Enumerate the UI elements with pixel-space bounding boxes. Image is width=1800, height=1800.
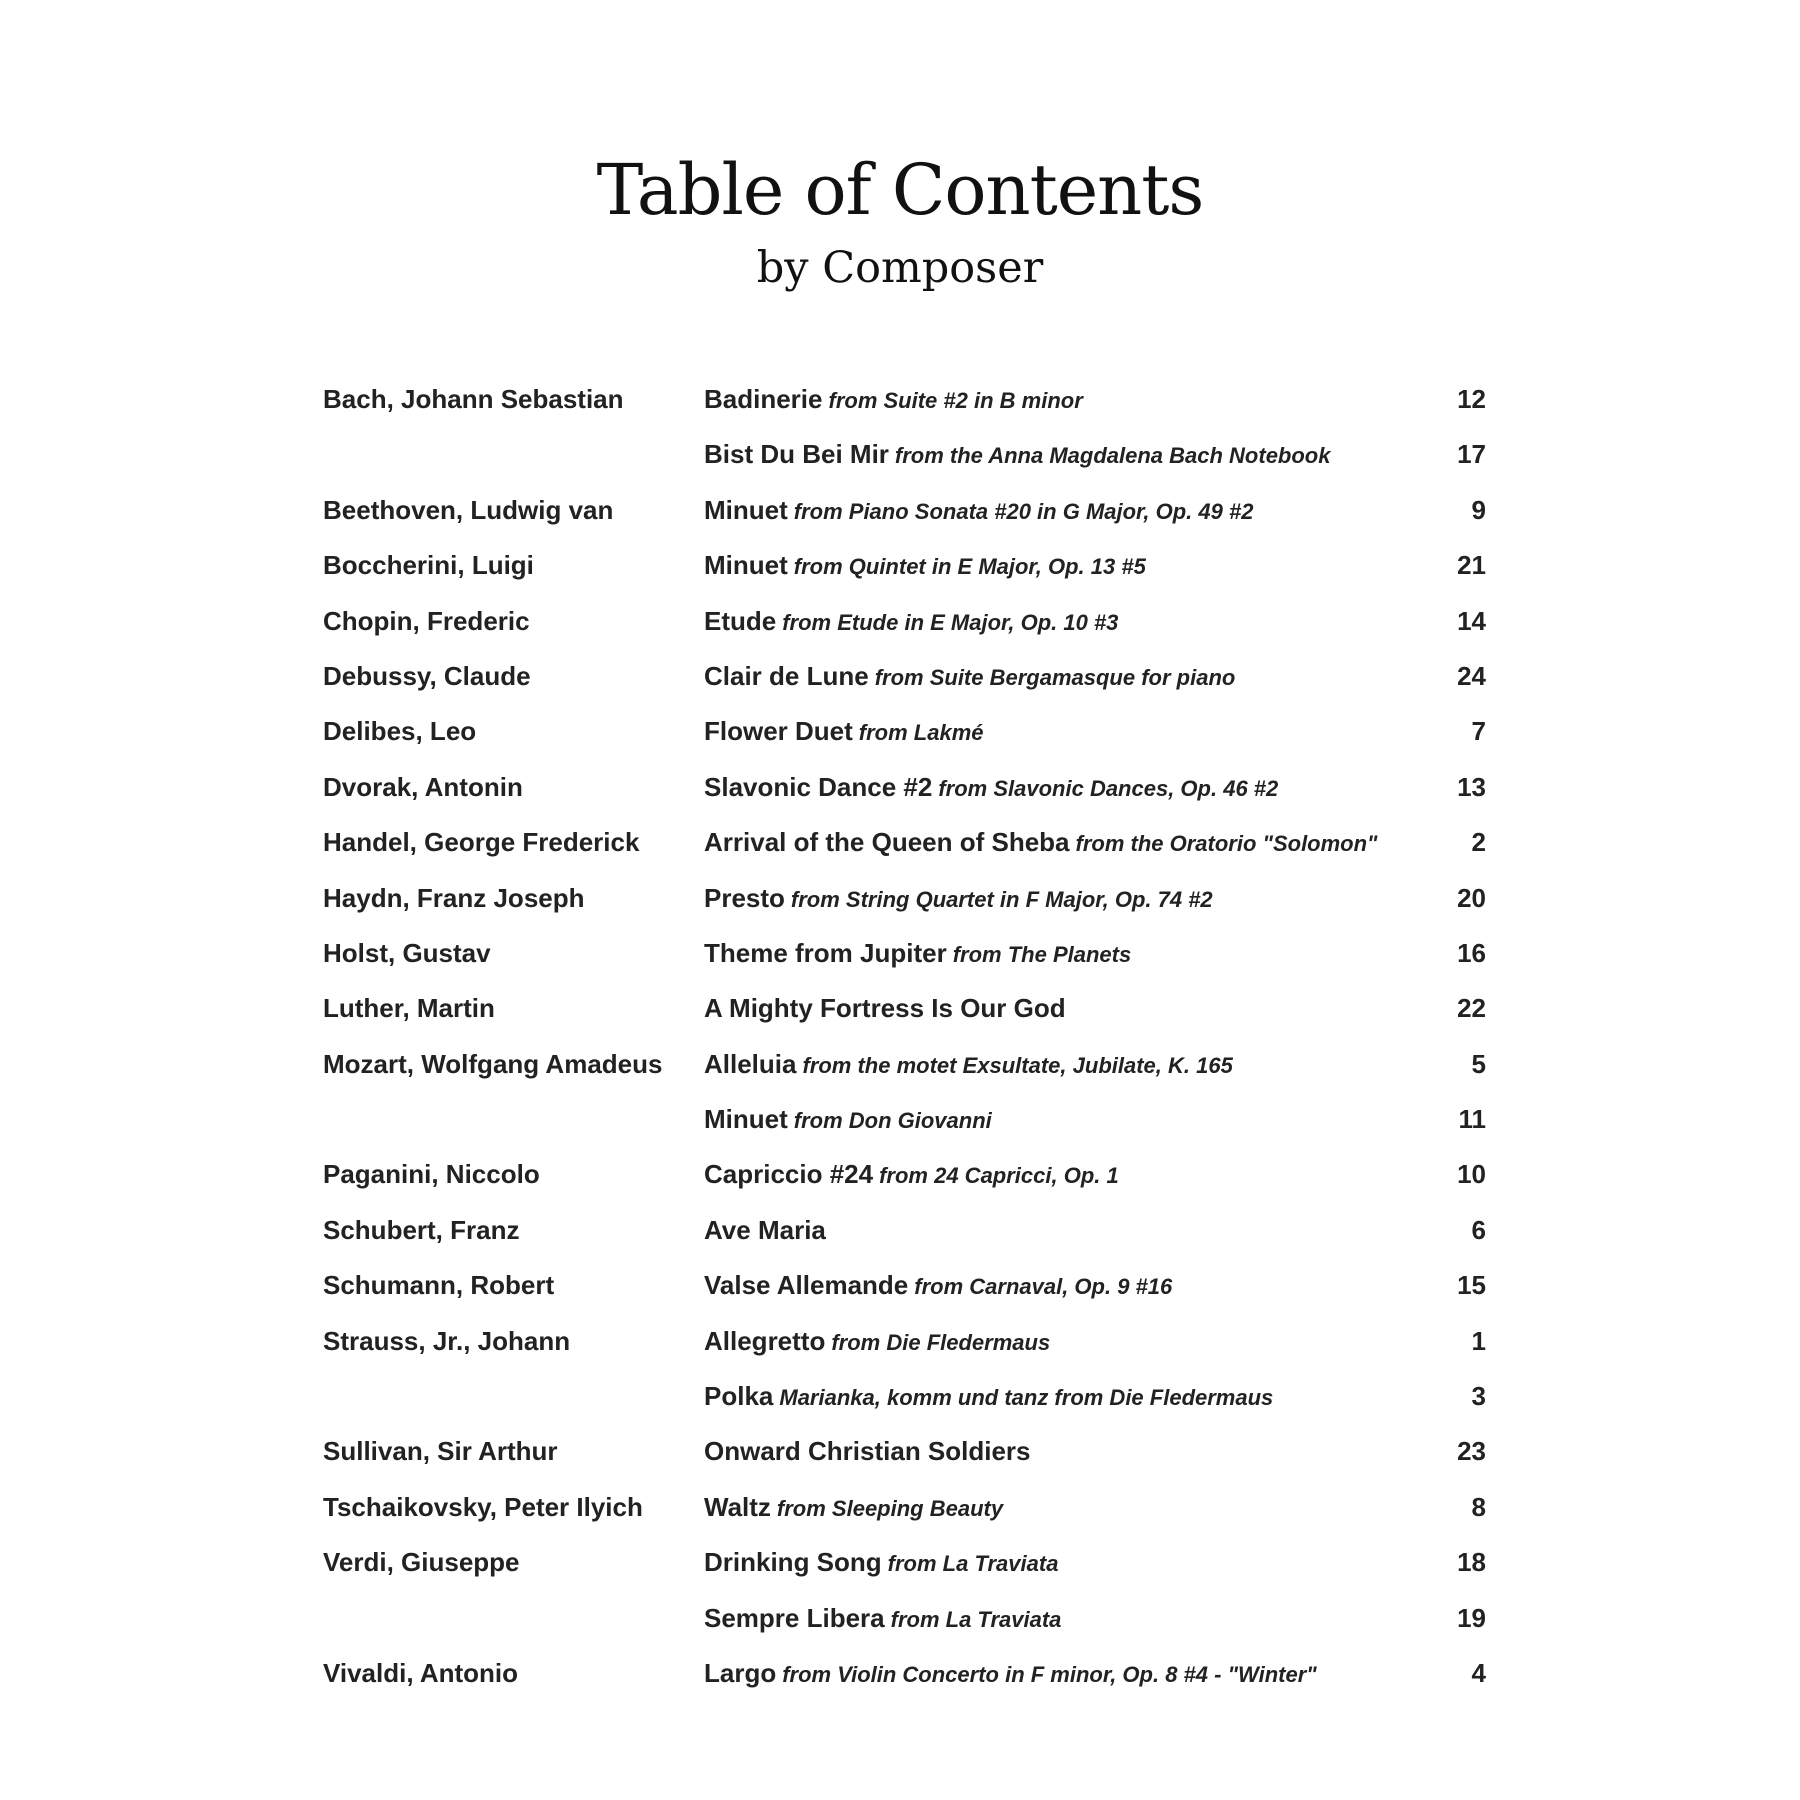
piece-source: from String Quartet in F Major, Op. 74 #2 xyxy=(790,886,1213,912)
toc-entry xyxy=(323,1430,1486,1485)
composer-name: Debussy, Claude xyxy=(323,660,531,691)
page-number: 13 xyxy=(1457,771,1486,802)
toc-entry xyxy=(323,1153,1486,1208)
table-of-contents xyxy=(323,378,1486,1707)
page-title: Table of Contents xyxy=(596,149,1204,231)
piece xyxy=(704,433,1331,477)
page-number: 22 xyxy=(1457,993,1486,1024)
toc-entry xyxy=(323,378,1486,433)
piece-title: A Mighty Fortress Is Our God xyxy=(704,993,1066,1024)
piece-title: Ave Maria xyxy=(704,1214,826,1245)
piece xyxy=(704,1597,1061,1641)
page-number: 11 xyxy=(1458,1104,1486,1135)
piece-title: Minuet xyxy=(704,494,788,525)
piece-source: from The Planets xyxy=(952,941,1132,967)
composer-name: Beethoven, Ludwig van xyxy=(323,494,614,525)
toc-entry xyxy=(323,1597,1486,1652)
page-number: 19 xyxy=(1457,1602,1486,1633)
piece-source: from Slavonic Dances, Op. 46 #2 xyxy=(938,775,1279,801)
piece xyxy=(704,1098,992,1142)
page-number: 15 xyxy=(1457,1270,1486,1301)
page-number: 14 xyxy=(1457,605,1486,636)
piece-title: Bist Du Bei Mir xyxy=(704,439,889,470)
toc-entry xyxy=(323,932,1486,987)
page-number: 24 xyxy=(1457,660,1486,691)
composer-name: Boccherini, Luigi xyxy=(323,550,534,581)
composer-name: Sullivan, Sir Arthur xyxy=(323,1436,558,1467)
piece-title: Badinerie xyxy=(704,384,823,414)
page-number: 2 xyxy=(1471,827,1486,858)
piece-title: Minuet xyxy=(704,1104,788,1135)
page-number: 4 xyxy=(1471,1657,1486,1688)
composer-name: Schubert, Franz xyxy=(323,1214,520,1245)
piece-title: Alleluia xyxy=(704,1048,797,1079)
piece xyxy=(704,710,984,754)
piece-title: Theme from Jupiter xyxy=(704,937,947,968)
composer-name: Tschaikovsky, Peter Ilyich xyxy=(323,1491,643,1522)
page-number: 21 xyxy=(1457,550,1486,581)
toc-entry xyxy=(323,1264,1486,1319)
toc-entry xyxy=(323,821,1486,876)
piece xyxy=(704,1264,1172,1308)
piece-source: from Don Giovanni xyxy=(793,1108,992,1134)
piece-source: from Violin Concerto in F minor, Op. 8 #4 - "Winter" xyxy=(782,1661,1317,1687)
piece-title: Presto xyxy=(704,882,785,913)
piece-source: from Piano Sonata #20 in G Major, Op. 49 #2 xyxy=(793,498,1254,524)
piece-title: Sempre Libera xyxy=(704,1602,885,1633)
piece-title: Etude xyxy=(704,605,777,636)
piece xyxy=(704,1209,826,1251)
piece xyxy=(704,766,1278,810)
page-number: 20 xyxy=(1457,882,1486,913)
piece-title: Slavonic Dance #2 xyxy=(704,771,933,802)
piece-source: Marianka, komm und tanz from Die Fledermaus xyxy=(779,1385,1274,1411)
page-number: 1 xyxy=(1471,1325,1486,1356)
composer-name: Paganini, Niccolo xyxy=(323,1159,540,1190)
piece xyxy=(704,544,1146,588)
toc-entry xyxy=(323,1652,1486,1707)
toc-entry xyxy=(323,1486,1486,1541)
toc-entry xyxy=(323,1320,1486,1375)
composer-name: Haydn, Franz Joseph xyxy=(323,882,585,913)
toc-entry xyxy=(323,600,1486,655)
piece-source: from the Anna Magdalena Bach Notebook xyxy=(894,443,1331,469)
piece xyxy=(704,1320,1050,1364)
piece-source: from La Traviata xyxy=(887,1551,1059,1577)
piece-title: Polka xyxy=(704,1381,774,1412)
piece-source: from Carnaval, Op. 9 #16 xyxy=(914,1274,1173,1300)
toc-entry xyxy=(323,1098,1486,1153)
piece-source: from Die Fledermaus xyxy=(831,1329,1051,1355)
piece xyxy=(704,932,1131,976)
page-number: 8 xyxy=(1471,1491,1486,1522)
page-number: 23 xyxy=(1457,1436,1486,1467)
piece-title: Valse Allemande xyxy=(704,1270,909,1301)
piece-source: from Suite #2 in B minor xyxy=(828,388,1083,413)
composer-name: Delibes, Leo xyxy=(323,716,477,747)
piece-source: from La Traviata xyxy=(890,1606,1062,1632)
page-number: 12 xyxy=(1457,384,1486,414)
composer-name: Mozart, Wolfgang Amadeus xyxy=(323,1048,663,1079)
piece-title: Arrival of the Queen of Sheba xyxy=(704,827,1070,858)
page-subtitle: by Composer xyxy=(756,243,1044,293)
piece xyxy=(704,1541,1058,1585)
piece xyxy=(704,1652,1317,1696)
piece-title: Minuet xyxy=(704,550,788,581)
page-number: 17 xyxy=(1457,439,1486,470)
piece-title: Capriccio #24 xyxy=(704,1159,874,1190)
piece-source: from Quintet in E Major, Op. 13 #5 xyxy=(793,554,1146,580)
piece xyxy=(704,1486,1003,1530)
toc-entry xyxy=(323,877,1486,932)
piece xyxy=(704,1153,1119,1197)
toc-entry xyxy=(323,1043,1486,1098)
piece-title: Flower Duet xyxy=(704,716,853,747)
toc-entry xyxy=(323,987,1486,1042)
piece-source: from Suite Bergamasque for piano xyxy=(874,664,1236,690)
composer-name: Strauss, Jr., Johann xyxy=(323,1325,571,1356)
page-number: 7 xyxy=(1471,716,1486,747)
page-number: 5 xyxy=(1471,1048,1486,1079)
piece xyxy=(704,1043,1233,1087)
piece-source: from 24 Capricci, Op. 1 xyxy=(879,1163,1119,1189)
composer-name: Verdi, Giuseppe xyxy=(323,1547,520,1578)
piece-source: from Etude in E Major, Op. 10 #3 xyxy=(782,609,1119,635)
piece xyxy=(704,1430,1031,1472)
composer-name: Bach, Johann Sebastian xyxy=(323,384,624,414)
composer-name: Vivaldi, Antonio xyxy=(323,1657,519,1688)
piece-title: Waltz xyxy=(704,1491,771,1522)
toc-entry xyxy=(323,1541,1486,1596)
piece xyxy=(704,378,1083,422)
toc-entry xyxy=(323,433,1486,488)
piece xyxy=(704,877,1213,921)
page-number: 16 xyxy=(1457,937,1486,968)
piece xyxy=(704,1375,1273,1419)
page-number: 3 xyxy=(1471,1381,1486,1412)
composer-name: Dvorak, Antonin xyxy=(323,771,523,802)
piece xyxy=(704,655,1235,699)
piece-source: from Sleeping Beauty xyxy=(776,1495,1004,1521)
page-number: 9 xyxy=(1471,494,1486,525)
piece xyxy=(704,489,1253,533)
piece xyxy=(704,987,1066,1029)
piece-source: from Lakmé xyxy=(858,720,984,746)
toc-entry xyxy=(323,489,1486,544)
piece-title: Allegretto xyxy=(704,1325,826,1356)
toc-entry xyxy=(323,1375,1486,1430)
piece-title: Largo xyxy=(704,1657,777,1688)
page-number: 10 xyxy=(1457,1159,1486,1190)
piece-source: from the motet Exsultate, Jubilate, K. 165 xyxy=(802,1052,1233,1078)
toc-entry xyxy=(323,655,1486,710)
piece-source: from the Oratorio "Solomon" xyxy=(1075,831,1378,857)
toc-entry xyxy=(323,710,1486,765)
composer-name: Handel, George Frederick xyxy=(323,827,640,858)
toc-entry xyxy=(323,766,1486,821)
piece xyxy=(704,600,1118,644)
page-number: 6 xyxy=(1471,1214,1486,1245)
piece xyxy=(704,821,1378,865)
composer-name: Schumann, Robert xyxy=(323,1270,555,1301)
toc-entry xyxy=(323,1209,1486,1264)
composer-name: Luther, Martin xyxy=(323,993,495,1024)
page-number: 18 xyxy=(1457,1547,1486,1578)
piece-title: Clair de Lune xyxy=(704,660,869,691)
piece-title: Onward Christian Soldiers xyxy=(704,1436,1031,1467)
composer-name: Holst, Gustav xyxy=(323,937,491,968)
toc-entry xyxy=(323,544,1486,599)
piece-title: Drinking Song xyxy=(704,1547,882,1578)
composer-name: Chopin, Frederic xyxy=(323,605,530,636)
